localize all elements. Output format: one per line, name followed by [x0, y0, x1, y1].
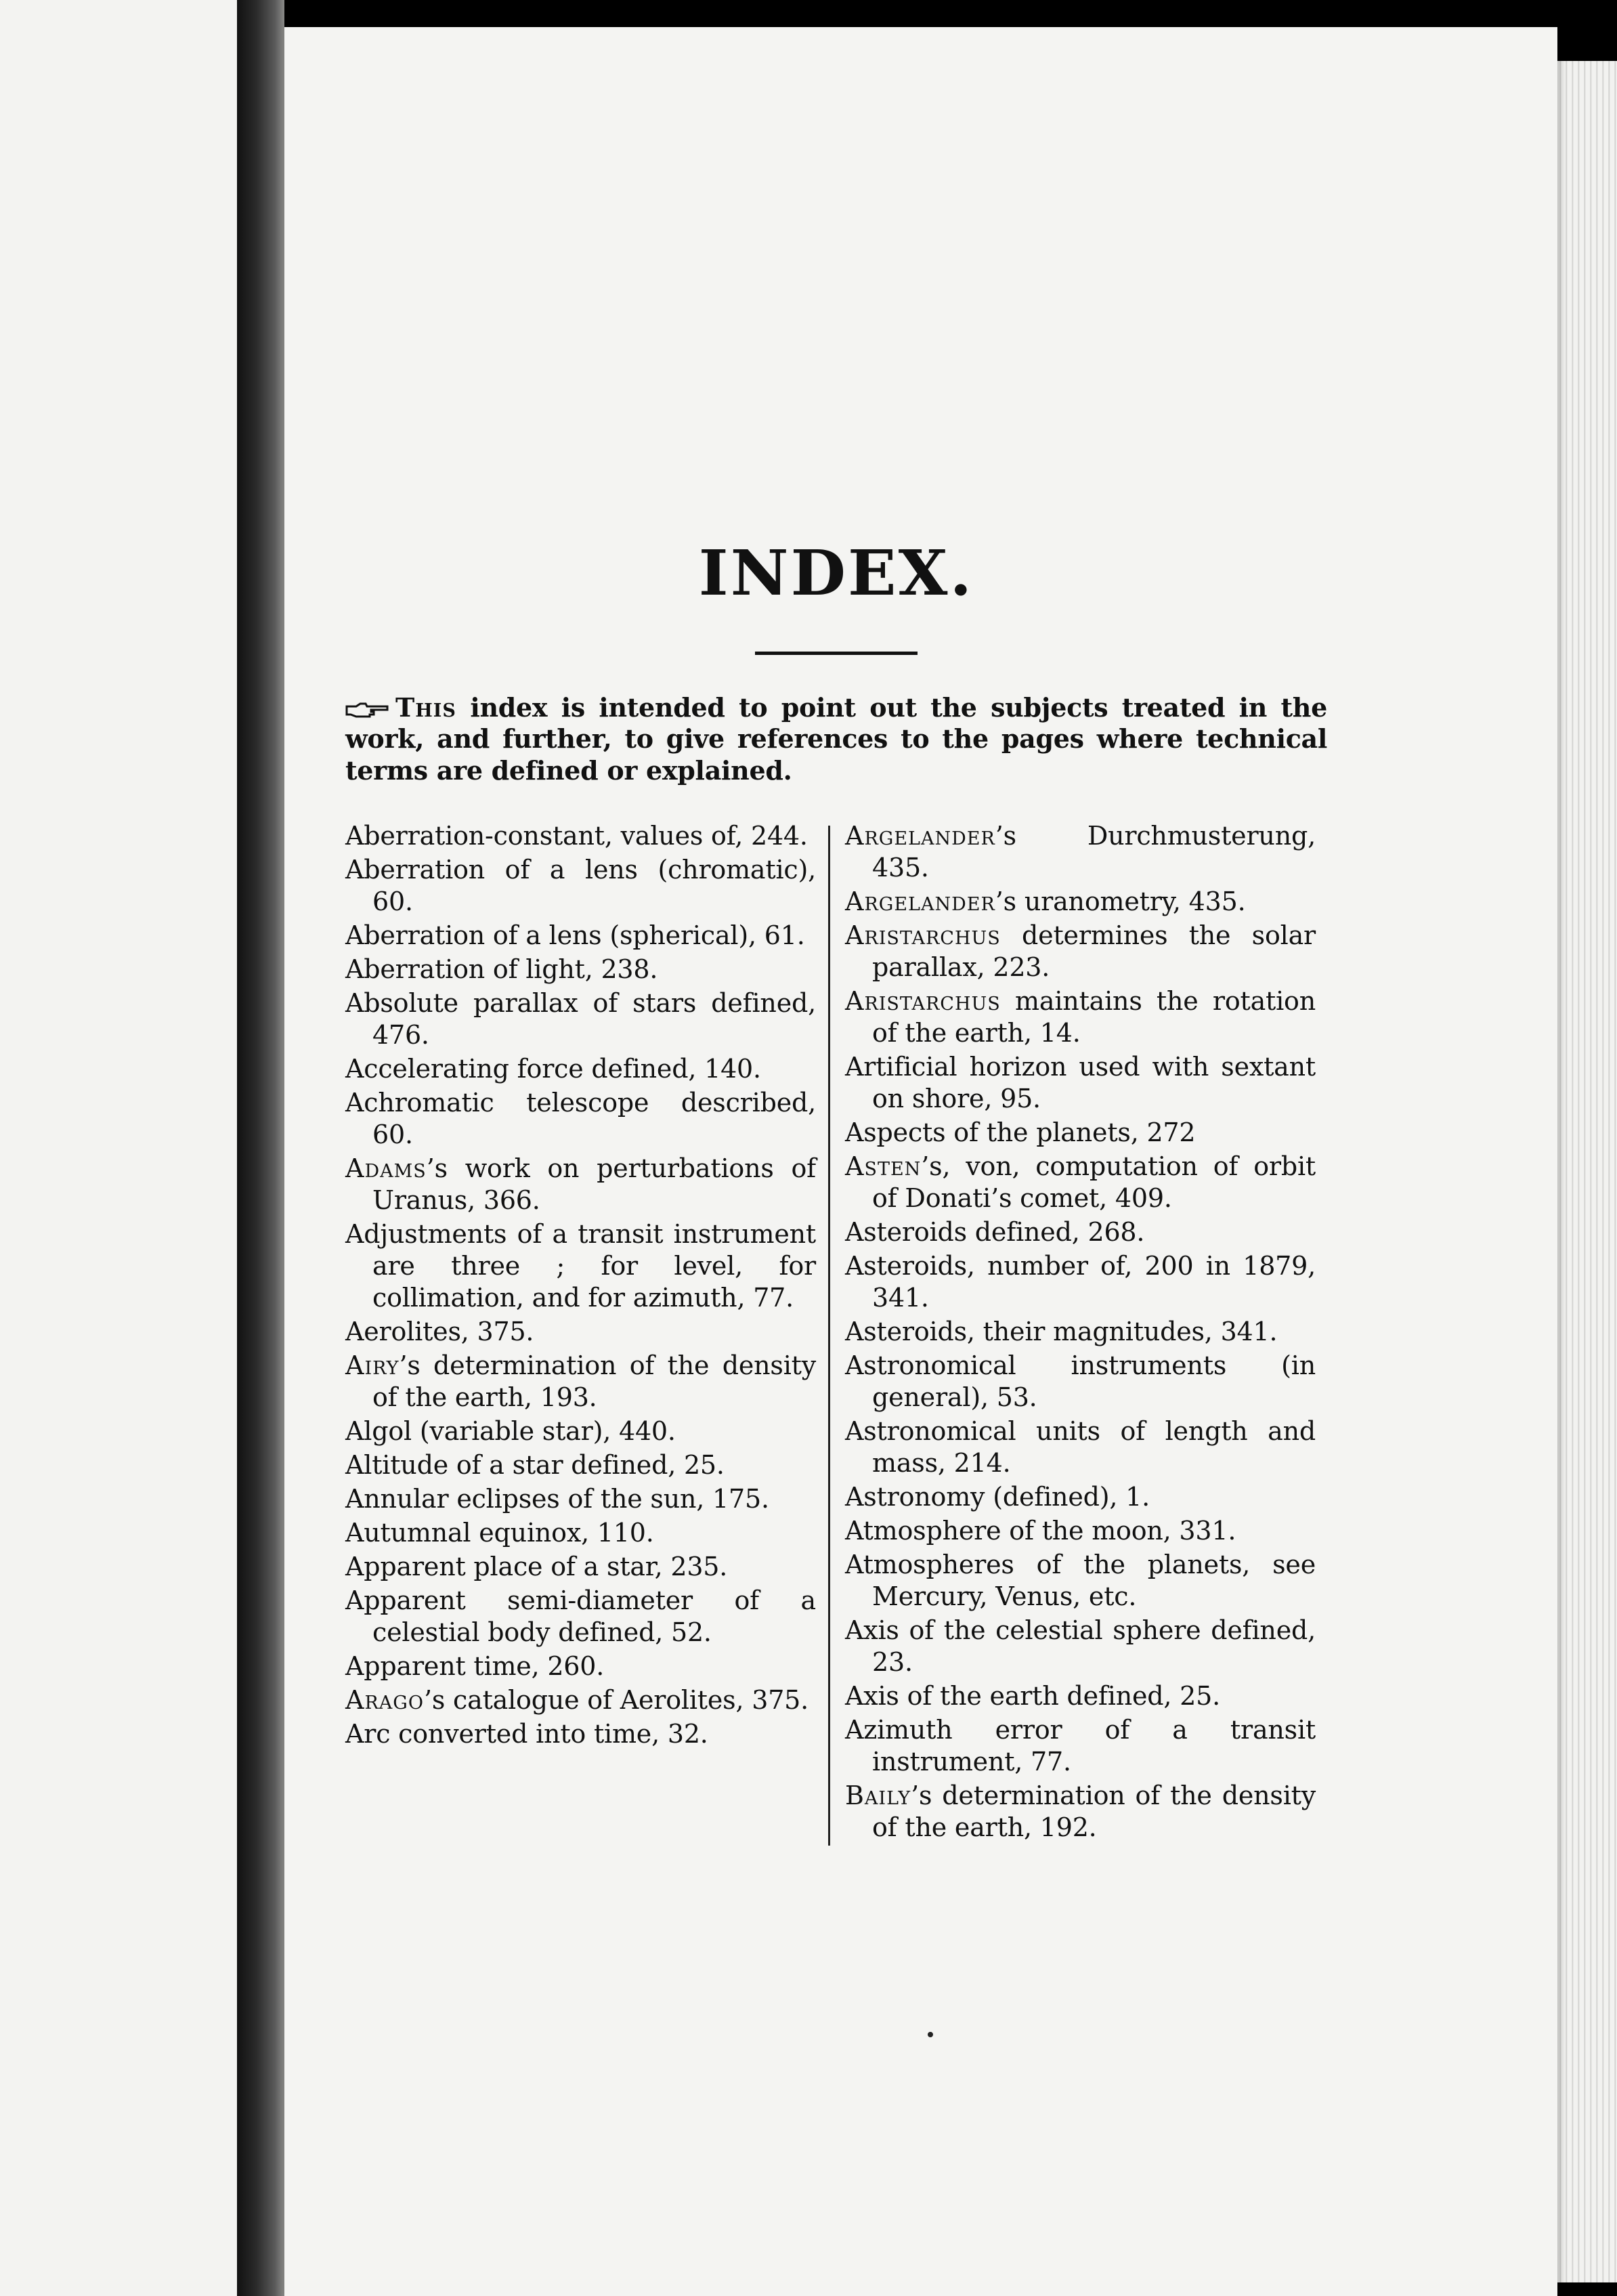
intro-paragraph [345, 692, 1327, 786]
entry-text: Astronomical instruments (in general), 53. [845, 1351, 1316, 1413]
index-entry [345, 1087, 816, 1151]
index-entry [845, 886, 1316, 918]
entry-text: Astronomical units of length and mass, 214. [845, 1416, 1316, 1479]
index-entry [845, 1051, 1316, 1115]
entry-text: maintains the rotation of the earth, 14. [872, 986, 1316, 1048]
index-entry [845, 1250, 1316, 1314]
index-entry [845, 920, 1316, 983]
entry-text: Atmospheres of the planets, see Mercury, Venus, etc. [845, 1550, 1316, 1612]
entry-text: Algol (variable star), 440. [345, 1416, 676, 1447]
index-entry [345, 1153, 816, 1216]
intro-lead: This [395, 692, 456, 723]
entry-text: Astronomy (defined), 1. [845, 1482, 1150, 1512]
entry-text: Arc converted into time, 32. [345, 1719, 708, 1749]
index-entry [345, 987, 816, 1051]
entry-text: Aberration of a lens (spherical), 61. [345, 920, 805, 951]
entry-text: Achromatic telescope described, 60. [345, 1088, 816, 1150]
index-entry [845, 1216, 1316, 1248]
index-entry [345, 1218, 816, 1314]
index-entry [345, 1551, 816, 1583]
entry-name: Arago [345, 1685, 424, 1716]
entry-text: Aberration of a lens (chromatic), 60. [345, 855, 816, 917]
entry-text: Asteroids, number of, 200 in 1879, 341. [845, 1251, 1316, 1313]
entry-name: Baily [845, 1781, 911, 1811]
entry-name: Airy [345, 1351, 400, 1381]
index-entry [345, 1718, 816, 1750]
index-entry [345, 1316, 816, 1348]
entry-text: Altitude of a star defined, 25. [345, 1450, 725, 1481]
entry-text: Aberration of light, 238. [345, 954, 658, 985]
entry-text: ’s determination of the density of the earth, 192. [872, 1781, 1316, 1843]
index-entry [845, 1117, 1316, 1149]
entry-text: Annular eclipses of the sun, 175. [345, 1484, 769, 1514]
entry-text: Axis of the earth defined, 25. [845, 1681, 1220, 1712]
index-entry [345, 1416, 816, 1447]
entry-text: Absolute parallax of stars defined, 476. [345, 988, 816, 1050]
entry-text: ’s, von, computation of orbit of Donati’s comet, 409. [872, 1151, 1316, 1214]
entry-name: Aristarchus [845, 986, 1001, 1017]
index-entry [345, 1483, 816, 1515]
index-entry [845, 1714, 1316, 1778]
entry-text: determines the solar parallax, 223. [872, 920, 1316, 983]
entry-text: Aspects of the planets, 272 [845, 1118, 1196, 1148]
index-entry [845, 820, 1316, 884]
entry-text: Asteroids, their magnitudes, 341. [845, 1317, 1278, 1347]
entry-text: ’s determination of the density of the earth, 193. [372, 1351, 816, 1413]
entry-text: Autumnal equinox, 110. [345, 1518, 654, 1548]
index-entry [845, 1416, 1316, 1479]
entry-text: ’s uranometry, 435. [995, 887, 1246, 917]
entry-text: Apparent semi-diameter of a celestial body defined, 52. [345, 1586, 816, 1648]
ink-dot [928, 2032, 933, 2037]
entry-text: ’s work on perturbations of Uranus, 366. [372, 1153, 816, 1216]
entry-name: Asten [845, 1151, 922, 1182]
entry-text: Aerolites, 375. [345, 1317, 534, 1347]
entry-text: Atmosphere of the moon, 331. [845, 1516, 1236, 1546]
entry-text: Azimuth error of a transit instrument, 77. [845, 1715, 1316, 1777]
index-entry [845, 1151, 1316, 1214]
index-entry [345, 820, 816, 852]
entry-text: Adjustments of a transit instrument are three ; for level, for collimation, and for azimuth, 77. [345, 1219, 816, 1313]
entry-text: ’s Durchmusterung, 435. [872, 821, 1316, 883]
index-entry [845, 1316, 1316, 1348]
title-rule [755, 652, 918, 655]
entry-text: Aberration-constant, values of, 244. [345, 821, 808, 851]
left-column [345, 820, 828, 1846]
index-entry [845, 1481, 1316, 1513]
index-entry [845, 1350, 1316, 1413]
index-entry [845, 1780, 1316, 1844]
index-entry [345, 854, 816, 918]
index-columns [345, 820, 1327, 1846]
index-entry [345, 1449, 816, 1481]
index-entry [845, 1515, 1316, 1547]
left-page [0, 0, 237, 2296]
index-entry [845, 1615, 1316, 1678]
entry-text: ’s catalogue of Aerolites, 375. [423, 1685, 809, 1716]
entry-name: Argelander [845, 821, 995, 851]
entry-name: Aristarchus [845, 920, 1001, 951]
intro-text: index is intended to point out the subjects treated in the work, and further, to give references to the pages where technical terms are defined or explained. [345, 692, 1327, 786]
entry-text: Apparent place of a star, 235. [345, 1552, 728, 1582]
right-column [830, 820, 1316, 1846]
entry-text: Asteroids defined, 268. [845, 1217, 1145, 1248]
index-content [345, 536, 1327, 1846]
index-entry [345, 1517, 816, 1549]
index-entry [345, 954, 816, 985]
page-title: INDEX. [698, 536, 974, 610]
entry-text: Apparent time, 260. [345, 1651, 605, 1682]
entry-name: Adams [345, 1153, 427, 1184]
index-entry [345, 1684, 816, 1716]
index-entry [345, 1053, 816, 1085]
index-entry [845, 985, 1316, 1049]
index-entry [345, 1651, 816, 1682]
entry-text: Axis of the celestial sphere defined, 23. [845, 1615, 1316, 1678]
entry-name: Argelander [845, 887, 995, 917]
index-entry [845, 1680, 1316, 1712]
index-entry [345, 1585, 816, 1649]
book-spine [237, 0, 284, 2296]
pointing-hand-icon [345, 701, 389, 720]
index-entry [345, 920, 816, 952]
entry-text: Artificial horizon used with sextant on shore, 95. [845, 1052, 1316, 1114]
index-entry [345, 1350, 816, 1413]
entry-text: Accelerating force defined, 140. [345, 1054, 761, 1084]
index-entry [845, 1549, 1316, 1613]
